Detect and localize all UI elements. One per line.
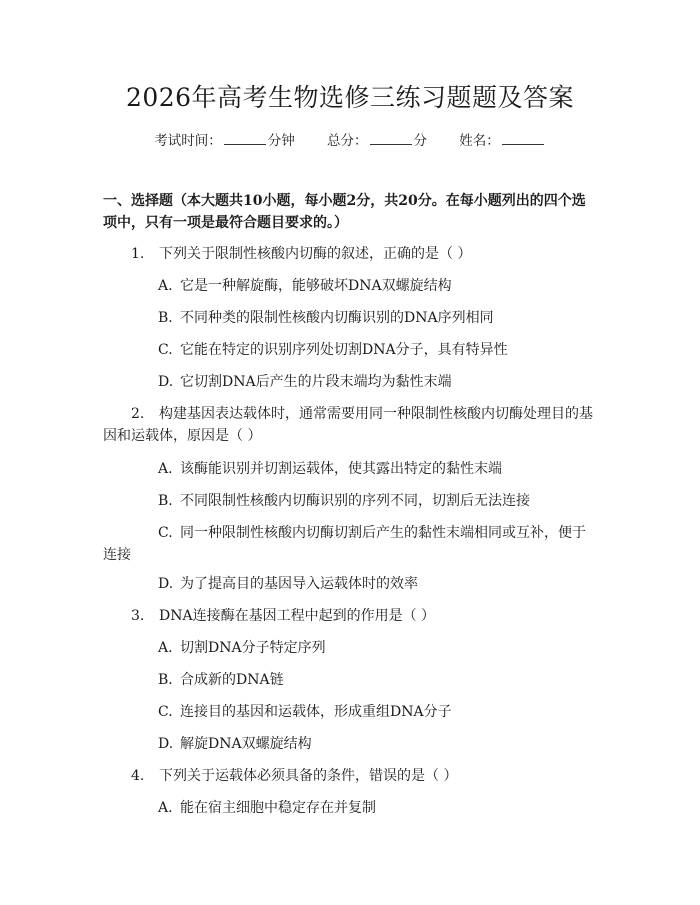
question-number: 4. bbox=[131, 768, 145, 784]
option-text: 为了提高目的基因导入运载体时的效率 bbox=[180, 576, 418, 592]
option-letter: A. bbox=[158, 461, 173, 477]
option-text: 解旋DNA双螺旋结构 bbox=[180, 736, 312, 752]
page-title: 2026年高考生物选修三练习题题及答案 bbox=[125, 83, 575, 112]
total-score-label: 总分： bbox=[327, 133, 368, 149]
question-1-option-d bbox=[103, 371, 593, 393]
option-letter: D. bbox=[158, 576, 174, 592]
option-letter: B. bbox=[158, 672, 173, 688]
question-1 bbox=[103, 243, 593, 265]
question-number: 2. bbox=[131, 406, 145, 422]
option-letter: A. bbox=[158, 278, 173, 294]
total-score-unit: 分 bbox=[413, 133, 427, 149]
option-letter: A. bbox=[158, 640, 173, 656]
option-letter: D. bbox=[158, 374, 174, 390]
question-stem: DNA连接酶在基因工程中起到的作用是（ ） bbox=[159, 608, 436, 624]
name-field bbox=[459, 131, 546, 151]
question-1-option-a bbox=[103, 275, 593, 297]
option-letter: B. bbox=[158, 310, 173, 326]
exam-time-unit: 分钟 bbox=[267, 133, 295, 149]
option-text: 同一种限制性核酸内切酶切割后产生的黏性末端相同或互补，便于连接 bbox=[103, 525, 586, 563]
question-2-option-b bbox=[103, 490, 593, 512]
option-letter: C. bbox=[158, 704, 173, 720]
question-2-option-d bbox=[103, 573, 593, 595]
section-heading: 一、选择题（本大题共10小题，每小题2分，共20分。在每小题列出的四个选项中，只有一项是最符合题目要求的。） bbox=[103, 193, 586, 231]
question-3 bbox=[103, 605, 593, 627]
total-score-field bbox=[327, 131, 427, 151]
option-letter: C. bbox=[158, 342, 173, 358]
option-text: 它是一种解旋酶，能够破坏DNA双螺旋结构 bbox=[180, 278, 452, 294]
option-text: 它切割DNA后产生的片段末端均为黏性末端 bbox=[180, 374, 452, 390]
question-stem: 下列关于限制性核酸内切酶的叙述，正确的是（ ） bbox=[159, 246, 472, 262]
question-3-option-d bbox=[103, 733, 593, 755]
question-1-option-c bbox=[103, 339, 593, 361]
exam-time-field bbox=[154, 131, 295, 151]
option-letter: C. bbox=[158, 525, 173, 541]
question-2 bbox=[103, 403, 593, 447]
question-number: 3. bbox=[131, 608, 145, 624]
question-stem: 构建基因表达载体时，通常需要用同一种限制性核酸内切酶处理目的基因和运载体，原因是（ ） bbox=[103, 406, 593, 444]
option-text: 该酶能识别并切割运载体，使其露出特定的黏性末端 bbox=[180, 461, 502, 477]
question-3-option-b bbox=[103, 669, 593, 691]
question-3-option-c bbox=[103, 701, 593, 723]
option-letter: A. bbox=[158, 800, 173, 816]
question-2-option-a bbox=[103, 458, 593, 480]
option-text: 它能在特定的识别序列处切割DNA分子，具有特异性 bbox=[180, 342, 508, 358]
option-text: 不同限制性核酸内切酶识别的序列不同，切割后无法连接 bbox=[180, 493, 530, 509]
name-blank bbox=[502, 132, 544, 145]
name-label: 姓名： bbox=[459, 133, 500, 149]
question-stem: 下列关于运载体必须具备的条件，错误的是（ ） bbox=[159, 768, 458, 784]
option-text: 切割DNA分子特定序列 bbox=[180, 640, 326, 656]
option-text: 连接目的基因和运载体，形成重组DNA分子 bbox=[180, 704, 452, 720]
question-number: 1. bbox=[131, 246, 145, 262]
option-letter: B. bbox=[158, 493, 173, 509]
question-3-option-a bbox=[103, 637, 593, 659]
option-text: 不同种类的限制性核酸内切酶识别的DNA序列相同 bbox=[180, 310, 494, 326]
question-1-option-b bbox=[103, 307, 593, 329]
option-text: 合成新的DNA链 bbox=[180, 672, 284, 688]
total-score-blank bbox=[370, 132, 412, 145]
exam-time-label: 考试时间： bbox=[154, 133, 222, 149]
exam-time-blank bbox=[224, 132, 266, 145]
exam-info-line bbox=[0, 131, 700, 151]
question-4-option-a bbox=[103, 797, 593, 819]
question-4 bbox=[103, 765, 593, 787]
option-text: 能在宿主细胞中稳定存在并复制 bbox=[180, 800, 376, 816]
option-letter: D. bbox=[158, 736, 174, 752]
question-2-option-c bbox=[103, 522, 593, 566]
